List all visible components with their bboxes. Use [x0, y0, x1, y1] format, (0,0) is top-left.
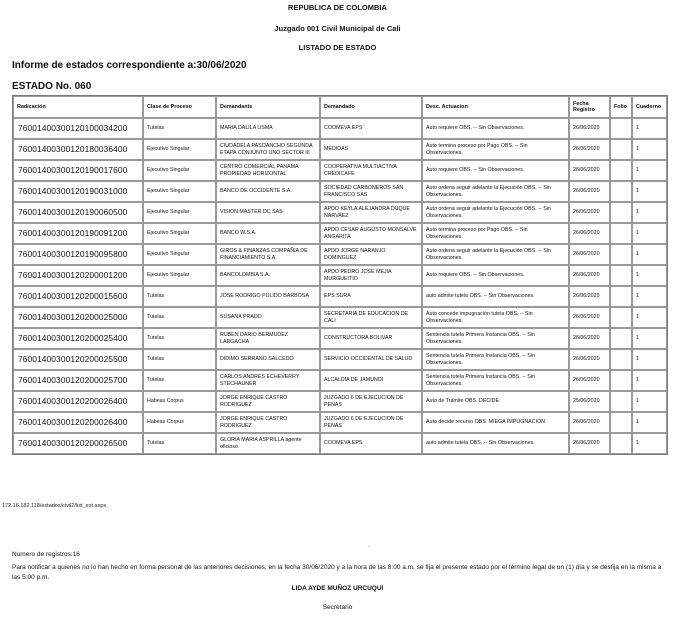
desc-cell: Auto concede impugnación tutela OBS. -- Sin Observaciones. [422, 307, 569, 328]
folio-cell [610, 370, 632, 391]
clase-cell: Tutelas [143, 349, 216, 370]
desc-cell: Auto requiere OBS. -- Sin Observaciones. [422, 265, 569, 286]
table-row [13, 328, 667, 349]
cuaderno-cell: 1 [632, 118, 667, 139]
cuaderno-cell: 1 [632, 370, 667, 391]
demandado-cell: JUZGADO 6 DE EJECUCION DE PENAS [320, 391, 422, 412]
radicacion-cell: 76001400300120200025400 [13, 328, 143, 349]
estado-number: ESTADO No. 060 [12, 81, 92, 92]
radicacion-cell: 76001400300120200025000 [13, 307, 143, 328]
demandado-cell: SECRETARIA DE EDUCACION DE CALI [320, 307, 422, 328]
cuaderno-cell: 1 [632, 139, 667, 160]
clase-cell: Ejecutivo Singular [143, 139, 216, 160]
fecha-cell: 26/06/2020 [569, 244, 610, 265]
desc-cell: Sentencia tutela Primera Instancia OBS. -- Sin Observaciones. [422, 349, 569, 370]
demandado-cell: APDO JORGE NARANJO DOMINGUEZ [320, 244, 422, 265]
cuaderno-cell: 1 [632, 202, 667, 223]
desc-cell: Auto decide recurso OBS. MIEGA IMPUGNACIÓN [422, 412, 569, 433]
table-row [13, 370, 667, 391]
folio-cell [610, 307, 632, 328]
demandante-cell: BANCO DE OCCIDENTE S.A. [216, 181, 320, 202]
radicacion-cell: 76001400300120200025700 [13, 370, 143, 391]
clase-cell: Ejecutivo Singular [143, 181, 216, 202]
demandante-cell: CENTRO COMERCIAL PANAMA PROPIEDAD HORIZONTAL [216, 160, 320, 181]
server-path: 172.16.182.118/estados/civil2/list_est.aspx [2, 503, 107, 509]
desc-cell: Auto requiere OBS. -- Sin Observaciones. [422, 118, 569, 139]
clase-cell: Ejecutivo Singular [143, 202, 216, 223]
demandante-cell: JORGE ENRIQUE CASTRO RODRIGUEZ [216, 391, 320, 412]
column-header: Folio [610, 96, 632, 118]
demandante-cell: DIDIMO SERRANO SALCEDO [216, 349, 320, 370]
fecha-cell: 25/06/2020 [569, 391, 610, 412]
folio-cell [610, 349, 632, 370]
desc-cell: Auto termina proceso por Pago OBS. -- Sin Observaciones. [422, 139, 569, 160]
desc-cell: Sentencia tutela Primera Instancia OBS. -- Sin Observaciones. [422, 328, 569, 349]
clase-cell: Ejecutivo Singular [143, 223, 216, 244]
demandante-cell: MARIA DALILA USMA [216, 118, 320, 139]
desc-cell: Auto de Trámite OBS. DECIDE [422, 391, 569, 412]
demandante-cell: BANCO W.S.A. [216, 223, 320, 244]
demandado-cell: MEDIDAS [320, 139, 422, 160]
table-row [13, 433, 667, 454]
fecha-cell: 26/06/2020 [569, 307, 610, 328]
column-header: Cuaderno [632, 96, 667, 118]
fecha-cell: 26/06/2020 [569, 328, 610, 349]
demandante-cell: JORGE ENRIQUE CASTRO RODRIGUEZ [216, 412, 320, 433]
clase-cell: Tutelas [143, 370, 216, 391]
folio-cell [610, 391, 632, 412]
court-country-heading: REPUBLICA DE COLOMBIA [288, 3, 387, 12]
folio-cell [610, 265, 632, 286]
fecha-cell: 26/06/2020 [569, 202, 610, 223]
table-row [13, 286, 667, 307]
folio-cell [610, 244, 632, 265]
desc-cell: Auto termina proceso por Pago OBS. -- Sin Observaciones. [422, 223, 569, 244]
table-row [13, 307, 667, 328]
desc-cell: Auto ordena seguir adelante la Ejecución OBS. -- Sin Observaciones. [422, 244, 569, 265]
folio-cell [610, 412, 632, 433]
clase-cell: Tutelas [143, 286, 216, 307]
demandado-cell: APDO PEDRO JOSE MEJIA MURGUEITIO [320, 265, 422, 286]
fecha-cell: 26/06/2020 [569, 265, 610, 286]
fecha-cell: 26/06/2020 [569, 223, 610, 244]
demandante-cell: BANCOLOMBIA S.A. [216, 265, 320, 286]
folio-cell [610, 202, 632, 223]
fecha-cell: 26/06/2020 [569, 349, 610, 370]
demandante-cell: GLORIA MARIA ASPRILLA agente oficioso [216, 433, 320, 454]
demandante-cell: RUBEN DARIO BERMUDEZ LARGACHA [216, 328, 320, 349]
table-row [13, 202, 667, 223]
folio-cell [610, 181, 632, 202]
radicacion-cell: 76001400300120190091200 [13, 223, 143, 244]
column-header: Desc. Actuacion [422, 96, 569, 118]
table-row [13, 412, 667, 433]
cuaderno-cell: 1 [632, 265, 667, 286]
fecha-cell: 26/06/2020 [569, 433, 610, 454]
table-row [13, 265, 667, 286]
cuaderno-cell: 1 [632, 181, 667, 202]
clase-cell: Habeas Corpus [143, 412, 216, 433]
demandado-cell: SOCIEDAD CARBONEROS SAN FRANCISCO SAS [320, 181, 422, 202]
fecha-cell: 26/06/2020 [569, 139, 610, 160]
listing-heading: LISTADO DE ESTADO [298, 43, 377, 52]
fecha-cell: 26/06/2020 [569, 412, 610, 433]
demandado-cell: ALCALDIA DE JAMUNDI [320, 370, 422, 391]
cuaderno-cell: 1 [632, 349, 667, 370]
cuaderno-cell: 1 [632, 160, 667, 181]
demandado-cell: COOMEVA EPS [320, 118, 422, 139]
table-header-row [13, 96, 667, 118]
folio-cell [610, 118, 632, 139]
demandado-cell: JUZGADO 6 DE EJECUCION DE PENAS [320, 412, 422, 433]
clase-cell: Ejecutivo Singular [143, 160, 216, 181]
radicacion-cell: 76001400300120200026500 [13, 433, 143, 454]
table-row [13, 181, 667, 202]
record-count: Numero de registros:16 [12, 551, 80, 558]
column-header: Demandado [320, 96, 422, 118]
desc-cell: Sentencia tutela Primera Instancia OBS. -- Sin Observaciones. [422, 370, 569, 391]
fecha-cell: 26/06/2020 [569, 370, 610, 391]
radicacion-cell: 76001400300120200015600 [13, 286, 143, 307]
cuaderno-cell: 1 [632, 433, 667, 454]
court-name-heading: Juzgado 001 Civil Municipal de Cali [274, 24, 401, 33]
radicacion-cell: 76001400300120180036400 [13, 139, 143, 160]
demandado-cell: EPS SURA [320, 286, 422, 307]
clase-cell: Habeas Corpus [143, 391, 216, 412]
column-header: Fecha Registro [569, 96, 610, 118]
demandante-cell: CIUDADELA PASOANCHO SEGUNDA ETAPA CONJUNTO UNO SECTOR III [216, 139, 320, 160]
clase-cell: Ejecutivo Singular [143, 265, 216, 286]
column-header: Demandante [216, 96, 320, 118]
radicacion-cell: 76001400300120200026400 [13, 412, 143, 433]
report-title: Informe de estados correspondiente a:30/06/2020 [12, 60, 247, 71]
notification-text: Para notificar a quienes no lo han hecho en forma personal de las anteriores decisiones, en la fecha 30/06/2020 y a la hora de las 8:00 a.m. se fija el presente estado por el término legal de un (1) día y se desfija en la misma a las 5:00 p.m. [12, 564, 662, 581]
radicacion-cell: 76001400300120200025500 [13, 349, 143, 370]
cuaderno-cell: 1 [632, 328, 667, 349]
radicacion-cell: 76001400300120190095800 [13, 244, 143, 265]
demandado-cell: APDO KEYLA ALEJANDRA DUQUE NARVAEZ [320, 202, 422, 223]
desc-cell: auto admite tutela OBS. -- Sin Observaciones. [422, 286, 569, 307]
clase-cell: Ejecutivo Singular [143, 244, 216, 265]
radicacion-cell: 76001400300120100034200 [13, 118, 143, 139]
signer-role: Secretario [322, 604, 353, 611]
folio-cell [610, 139, 632, 160]
demandado-cell: COOMEVA EPS [320, 433, 422, 454]
column-header: Radicación [13, 96, 143, 118]
table-row [13, 118, 667, 139]
cuaderno-cell: 1 [632, 244, 667, 265]
clase-cell: Tutelas [143, 118, 216, 139]
fecha-cell: 26/06/2020 [569, 181, 610, 202]
fecha-cell: 26/06/2020 [569, 286, 610, 307]
fecha-cell: 26/06/2020 [569, 160, 610, 181]
demandado-cell: COOPERATIVA MULTIACTIVA CREDICAFE [320, 160, 422, 181]
demandado-cell: CONSTRUCTORA BOLIVAR [320, 328, 422, 349]
demandado-cell: SERVICIO OCCIDENTAL DE SALUD [320, 349, 422, 370]
folio-cell [610, 223, 632, 244]
demandante-cell: SUSANA PRADO [216, 307, 320, 328]
cuaderno-cell: 1 [632, 412, 667, 433]
cuaderno-cell: 1 [632, 286, 667, 307]
signer-name: LIDA AYDE MUÑOZ URCUQUI [291, 585, 384, 592]
cuaderno-cell: 1 [632, 223, 667, 244]
clase-cell: Tutelas [143, 433, 216, 454]
radicacion-cell: 76001400300120200001200 [13, 265, 143, 286]
desc-cell: auto admite tutela OBS. -- Sin Observaciones. [422, 433, 569, 454]
table-row [13, 160, 667, 181]
desc-cell: Auto ordena seguir adelante la Ejecución OBS. -- Sin Observaciones. [422, 181, 569, 202]
table-row [13, 139, 667, 160]
demandado-cell: APDO CESAR AUGUSTO MONSALVE ANGARITA [320, 223, 422, 244]
table-row [13, 349, 667, 370]
clase-cell: Tutelas [143, 307, 216, 328]
folio-cell [610, 286, 632, 307]
fecha-cell: 26/06/2020 [569, 118, 610, 139]
radicacion-cell: 76001400300120190060500 [13, 202, 143, 223]
demandante-cell: GIROS & FINANZAS COMPAÑIA DE FINANCIAMIENTO S.A. [216, 244, 320, 265]
folio-cell [610, 328, 632, 349]
desc-cell: Auto ordena seguir adelante la Ejecución OBS. -- Sin Observaciones. [422, 202, 569, 223]
desc-cell: Auto requiere OBS. -- Sin Observaciones. [422, 160, 569, 181]
table-row [13, 223, 667, 244]
radicacion-cell: 76001400300120190017600 [13, 160, 143, 181]
column-header: Clase de Proceso [143, 96, 216, 118]
table-row [13, 391, 667, 412]
demandante-cell: VISION MASTER DC SAS [216, 202, 320, 223]
folio-cell [610, 433, 632, 454]
clase-cell: Tutelas [143, 328, 216, 349]
cuaderno-cell: 1 [632, 391, 667, 412]
table-row [13, 244, 667, 265]
demandante-cell: JOSE RODRIGO PULIDO BARBOSA [216, 286, 320, 307]
cuaderno-cell: 1 [632, 307, 667, 328]
radicacion-cell: 76001400300120190031000 [13, 181, 143, 202]
folio-cell [610, 160, 632, 181]
radicacion-cell: 76001400300120200026400 [13, 391, 143, 412]
estados-table [12, 95, 668, 455]
table-body [13, 118, 667, 454]
demandante-cell: CARLOS ANDRES ECHEVERRY STECHAUNER [216, 370, 320, 391]
stray-mark: . [368, 543, 370, 549]
